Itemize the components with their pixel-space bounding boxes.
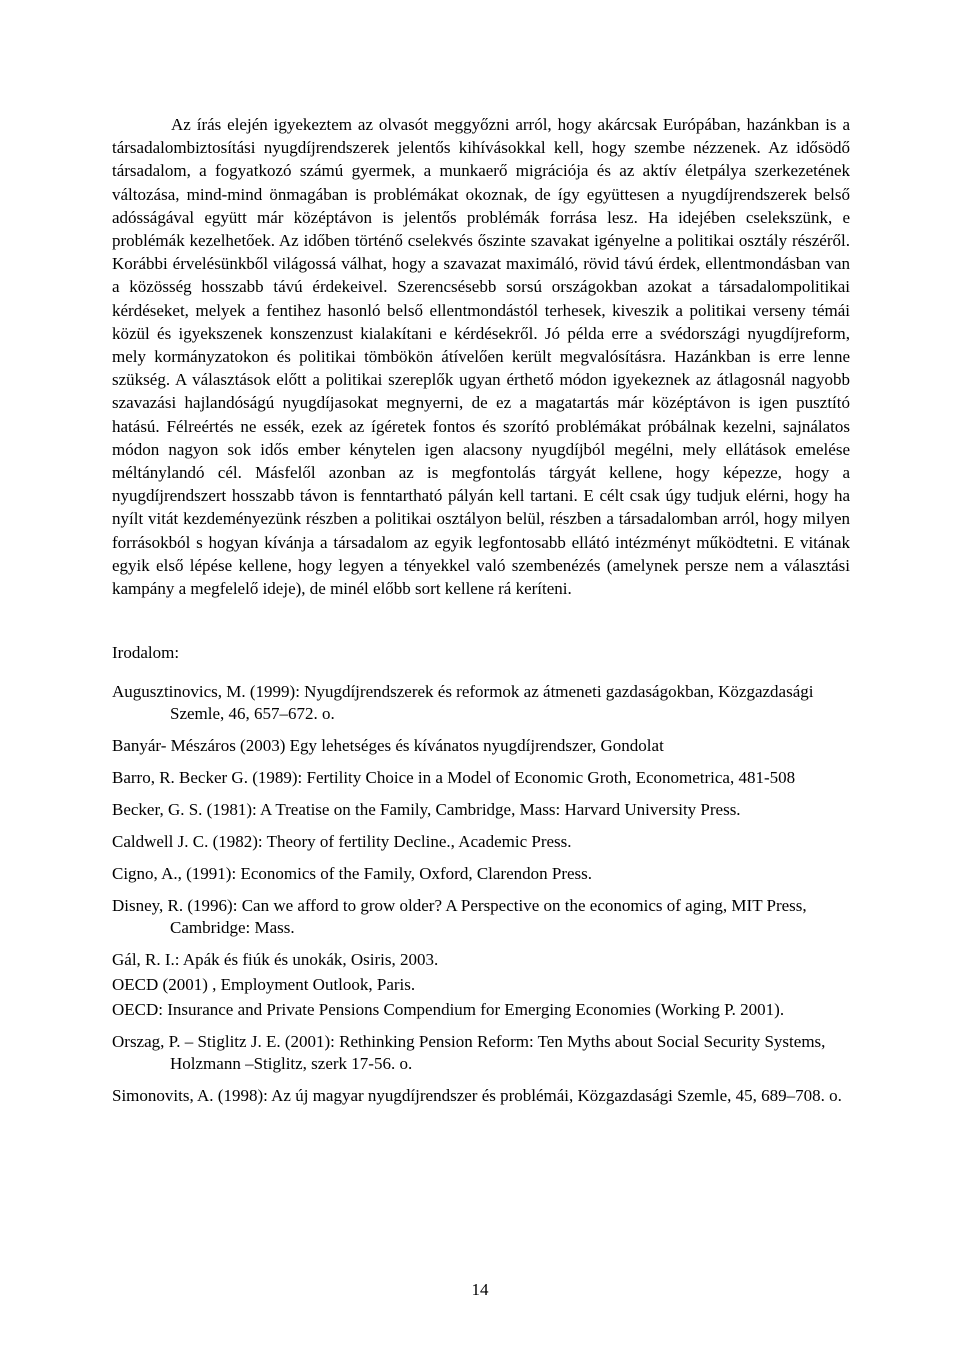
reference-item: Barro, R. Becker G. (1989): Fertility Choice in a Model of Economic Groth, Econometrica, 481-508	[112, 768, 796, 788]
page-number: 14	[471, 1280, 489, 1299]
reference-item: Orszag, P. – Stiglitz J. E. (2001): Rethinking Pension Reform: Ten Myths about Social Security Systems, Holzmann –Stiglitz, szerk 17-56. o.	[112, 1032, 826, 1074]
reference-item: Caldwell J. C. (1982): Theory of fertility Decline., Academic Press.	[112, 832, 572, 852]
reference-item: Disney, R. (1996): Can we afford to grow older? A Perspective on the economics of aging, MIT Press, Cambridge: Mass.	[112, 896, 807, 938]
reference-item: Banyár- Mészáros (2003) Egy lehetséges és kívánatos nyugdíjrendszer, Gondolat	[112, 736, 664, 756]
references-list	[112, 681, 850, 1107]
reference-item: Simonovits, A. (1998): Az új magyar nyugdíjrendszer és problémái, Közgazdasági Szemle, 45, 689–708. o.	[112, 1086, 842, 1106]
references-heading: Irodalom:	[112, 643, 180, 663]
reference-item: OECD (2001) , Employment Outlook, Paris.	[112, 975, 416, 995]
reference-item: Augusztinovics, M. (1999): Nyugdíjrendszerek és reformok az átmeneti gazdaságokban, Közgazdasági Szemle, 46, 657–672. o.	[112, 682, 814, 724]
reference-item: Gál, R. I.: Apák és fiúk és unokák, Osiris, 2003.	[112, 950, 439, 970]
reference-item: OECD: Insurance and Private Pensions Compendium for Emerging Economies (Working P. 2001).	[112, 1000, 785, 1020]
reference-item: Cigno, A., (1991): Economics of the Family, Oxford, Clarendon Press.	[112, 864, 593, 884]
body-paragraph: Az írás elején igyekeztem az olvasót meggyőzni arról, hogy akárcsak Európában, hazánkban is a társadalombiztosítási nyugdíjrendszerek jelentős kihívásokkal kell, hogy szembe nézzenek. Az idősödő társadalom, a fogyatkozó számú gyermek, a munkaerő migrációja és az aktív életpálya szerkezetének változása, mind-mind önmagában is problémákat okoznak, de így együttesen a nyugdíjrendszerek belső adósságával együtt már középtávon is jelentős problémák forrása lesz. Ha idejében cselekszünk, e problémák kezelhetőek. Az időben történő cselekvés őszinte szavakat igényelne a politikai osztály részéről. Korábbi érvelésünkből világossá válhat, hogy a szavazat maximáló, rövid távú érdek, ellentmondásban van a közösség hosszabb távú érdekeivel. Szerencsésebb sorsú országokban azokat a társadalompolitikai kérdéseket, melyek a fentihez hasonló belső ellentmondástól terhesek, kiveszik a politikai verseny témái közül és igyekszenek konszenzust kialakítani e kérdésekről. Jó példa erre a svédországi nyugdíjreform, mely kormányzatokon és politikai tömbökön átívelően került megvalósításra. Hazánkban is erre lenne szükség. A választások előtt a politikai szereplők ugyan érthető módon igyekeznek az átlagosnál nagyobb szavazási hajlandóságú nyugdíjasokat megnyerni, de ez a magatartás már középtávon is igen pusztító hatású. Félreértés ne essék, ezek az ígéretek fontos és szorító problémákat próbálnak kezelni, sajnálatos módon nagyon sok idős ember kénytelen igen alacsony nyugdíjból megélni, mely ellátások emelése méltánylandó cél. Másfelől azonban az is megfontolás tárgyát kellene, hogy képezze, hogy a nyugdíjrendszert hosszabb távon is fenntartható pályán kell tartani. E célt csak úgy tudjuk elérni, hogy ha nyílt vitát kezdeményezünk részben a politikai osztályon belül, részben a társadalomban arról, hogy milyen forrásokból s hogyan kívánja a társadalom az egyik legfontosabb ellátó intézményt működtetni. E vitának egyik első lépése kellene, hogy legyen a tényekkel való szembenézés (amelynek persze nem a választási kampány a megfelelő ideje), de minél előbb sort kellene rá keríteni.	[112, 115, 850, 599]
document-page	[112, 113, 850, 1117]
reference-item: Becker, G. S. (1981): A Treatise on the Family, Cambridge, Mass: Harvard University Press.	[112, 800, 741, 820]
